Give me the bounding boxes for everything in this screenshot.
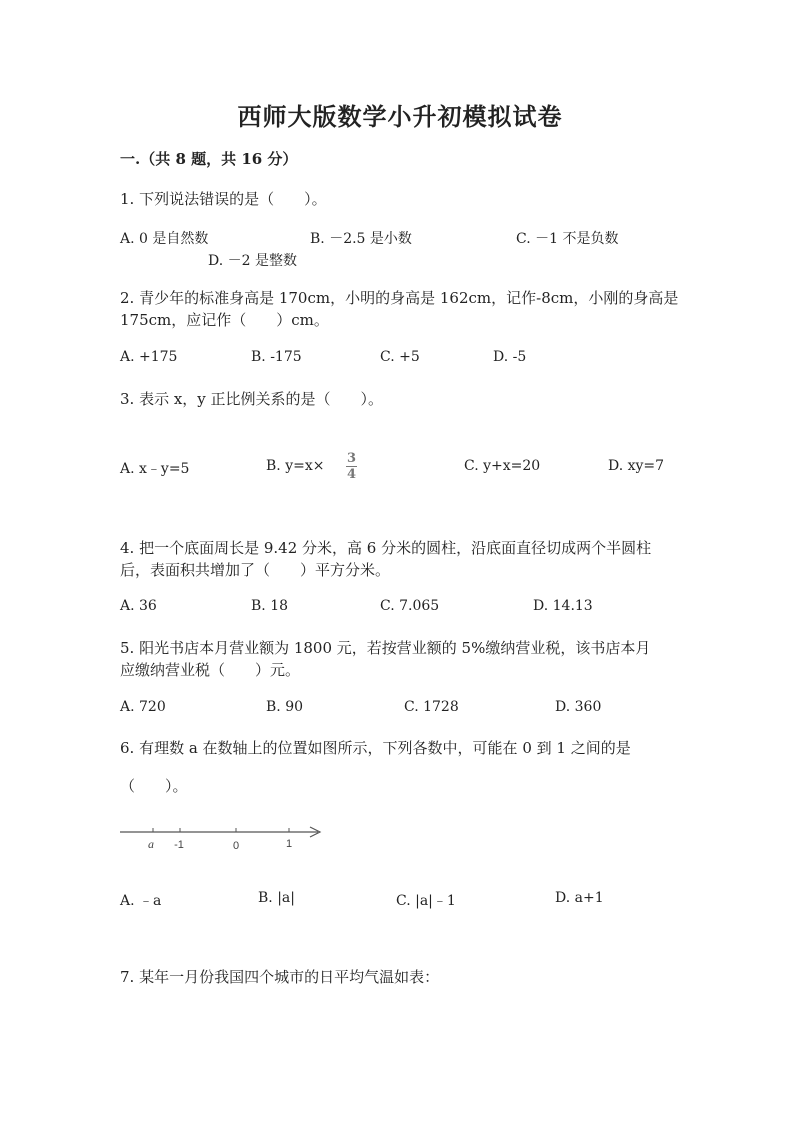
q4-option-b: B. 18 xyxy=(251,598,289,614)
question-6-stem-line1: 6. 有理数 a 在数轴上的位置如图所示，下列各数中，可能在 0 到 1 之间的是 xyxy=(120,739,631,757)
label-0: 0 xyxy=(232,840,240,852)
question-5-stem-line2: 应缴纳营业税（ ）元。 xyxy=(120,661,301,679)
q1-option-d: D. －2 是整数 xyxy=(208,253,297,269)
q6-option-b: B. |a| xyxy=(258,890,295,906)
q2-option-a: A. +175 xyxy=(120,349,178,365)
q6-option-a: A. ﹣a xyxy=(120,893,162,909)
q3-option-b: B. y=x× xyxy=(266,458,325,474)
label-minus-1: -1 xyxy=(174,839,184,851)
question-2-stem-line1: 2. 青少年的标准身高是 170cm，小明的身高是 162cm，记作-8cm，小刚的身高是 xyxy=(120,289,679,307)
fraction-numerator: 3 xyxy=(346,451,357,466)
q1-option-c: C. －1 不是负数 xyxy=(516,231,619,247)
fraction-denominator: 4 xyxy=(346,467,357,482)
q4-option-c: C. 7.065 xyxy=(380,598,440,614)
question-2-stem-line2: 175cm，应记作（ ）cm。 xyxy=(120,311,329,329)
q6-option-c: C. |a|﹣1 xyxy=(396,893,456,909)
q2-option-d: D. -5 xyxy=(493,349,527,365)
q3-option-c: C. y+x=20 xyxy=(464,458,541,474)
question-5-stem-line1: 5. 阳光书店本月营业额为 1800 元，若按营业额的 5%缴纳营业税，该书店本月 xyxy=(120,639,651,657)
label-a: a xyxy=(148,837,154,851)
q1-option-a: A. 0 是自然数 xyxy=(120,231,209,247)
section-heading: 一.（共 8 题，共 16 分） xyxy=(120,150,298,168)
q5-option-b: B. 90 xyxy=(266,699,304,715)
q5-option-a: A. 720 xyxy=(120,699,166,715)
q2-option-b: B. -175 xyxy=(251,349,302,365)
q6-option-d: D. a+1 xyxy=(555,890,604,906)
q3-option-d: D. xy=7 xyxy=(608,458,665,474)
page-title: 西师大版数学小升初模拟试卷 xyxy=(237,102,563,131)
question-6-stem-line2: （ ）。 xyxy=(120,777,188,795)
question-7-stem: 7. 某年一月份我国四个城市的日平均气温如表： xyxy=(120,968,440,986)
q4-option-d: D. 14.13 xyxy=(533,598,593,614)
label-1: 1 xyxy=(285,838,293,850)
q2-option-c: C. +5 xyxy=(380,349,420,365)
question-4-stem-line2: 后，表面积共增加了（ ）平方分米。 xyxy=(120,561,391,579)
question-4-stem-line1: 4. 把一个底面周长是 9.42 分米，高 6 分米的圆柱，沿底面直径切成两个半圆柱 xyxy=(120,539,652,557)
number-line-figure xyxy=(115,818,335,858)
q3-fraction xyxy=(346,452,357,481)
q5-option-d: D. 360 xyxy=(555,699,602,715)
q3-option-a: A. x﹣y=5 xyxy=(120,461,190,477)
q1-option-b: B. －2.5 是小数 xyxy=(310,231,412,247)
q4-option-a: A. 36 xyxy=(120,598,157,614)
question-3-stem: 3. 表示 x，y 正比例关系的是（ ）。 xyxy=(120,390,384,408)
question-1-stem: 1. 下列说法错误的是（ ）。 xyxy=(120,190,327,208)
q5-option-c: C. 1728 xyxy=(404,699,459,715)
